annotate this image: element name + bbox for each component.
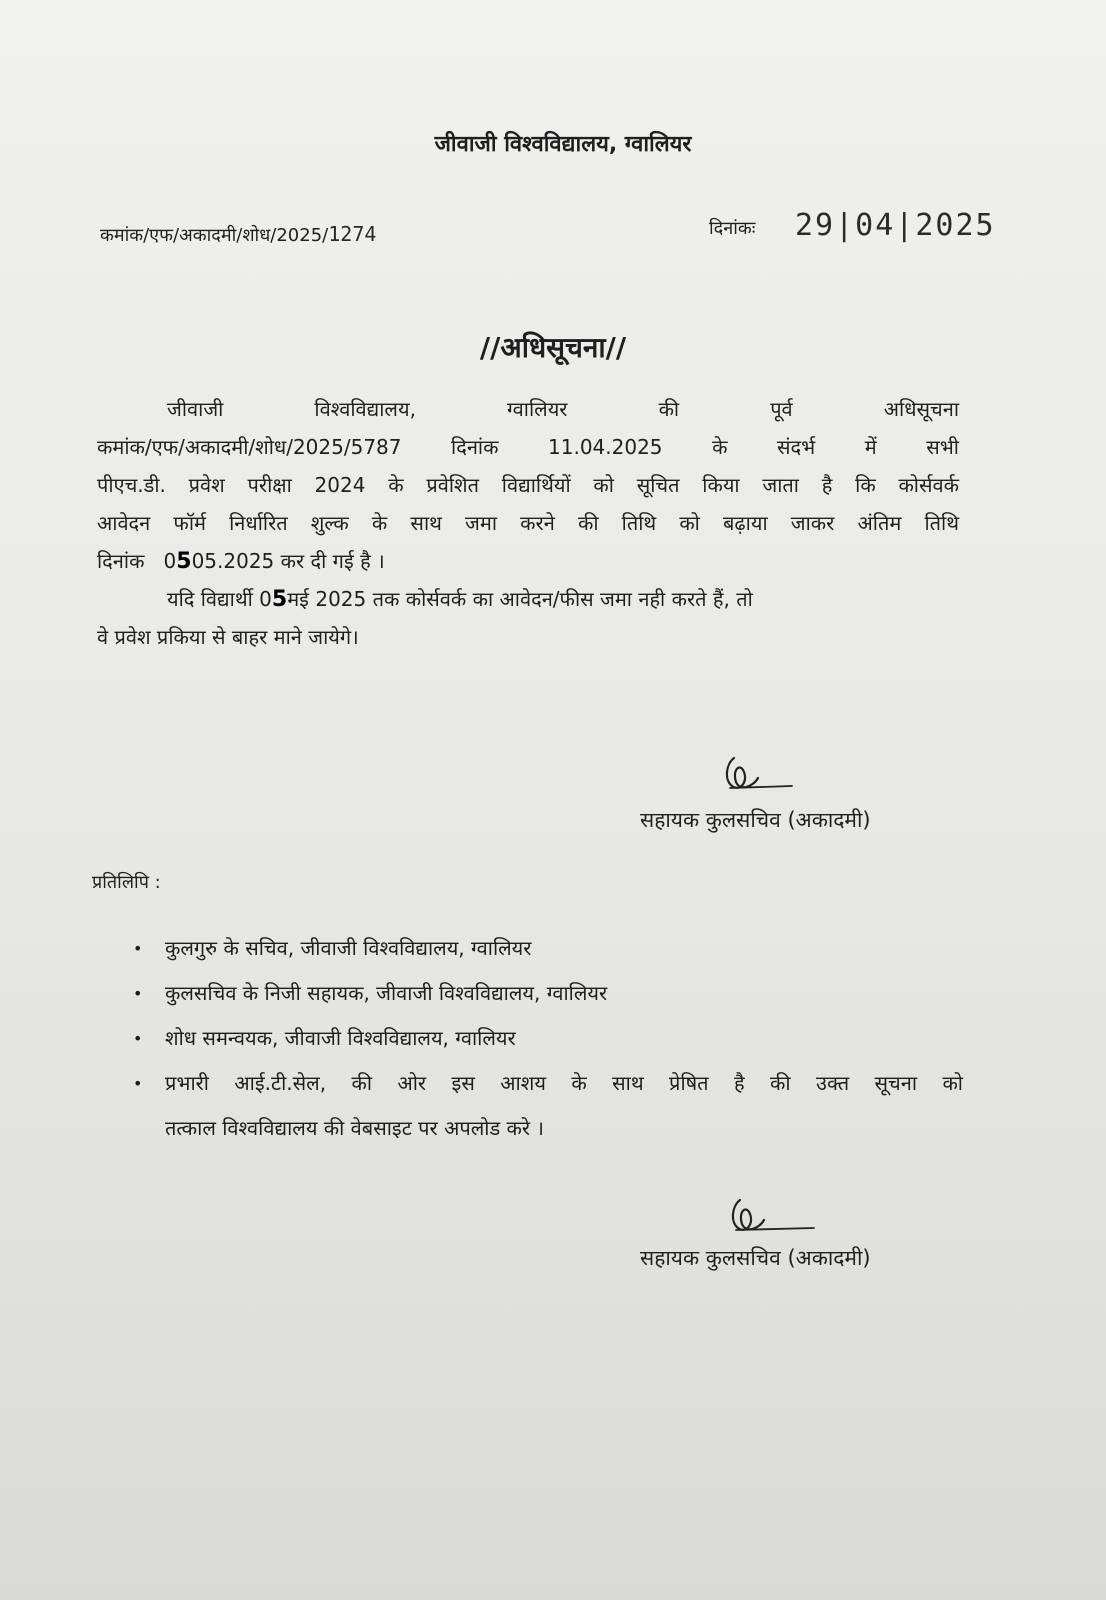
bullet-icon: • — [133, 939, 143, 958]
handwritten-ref-number: 1274 — [328, 222, 377, 246]
bullet-icon: • — [133, 1074, 143, 1093]
university-name: जीवाजी विश्वविद्यालय, ग्वालियर — [434, 132, 692, 157]
copy-to-item: • शोध समन्वयक, जीवाजी विश्वविद्यालय, ग्वालियर — [133, 1016, 963, 1061]
para1-word: अधिसूचना — [883, 397, 960, 421]
para1-word: विश्वविद्यालय, — [314, 397, 416, 421]
para2-line1: यदि विद्यार्थी 05मई 2025 तक कोर्सवर्क का आवेदन/फीस जमा नही करते हैं, तो — [167, 587, 753, 612]
signature-1 — [720, 752, 800, 802]
para1-word: पूर्व — [770, 397, 793, 421]
handwritten-correction: 5 — [271, 587, 288, 612]
para1-word: ग्वालियर — [507, 397, 568, 421]
para1-word: जीवाजी — [167, 397, 224, 421]
para2-line2: वे प्रवेश प्रकिया से बाहर माने जायेगे। — [97, 625, 359, 649]
para1-word: की — [658, 397, 680, 421]
reference-number — [100, 222, 376, 247]
para1-line5: दिनांक 0505.2025 कर दी गई है । — [97, 549, 385, 574]
para1-line1 — [97, 390, 959, 428]
notice-heading: //अधिसूचना// — [479, 331, 627, 364]
reference-prefix: कमांक/एफ/अकादमी/शोध/2025/ — [100, 225, 329, 246]
handwritten-correction: 5 — [176, 549, 192, 574]
signatory-title: सहायक कुलसचिव (अकादमी) — [640, 808, 871, 832]
signatory-title: सहायक कुलसचिव (अकादमी) — [640, 1246, 871, 1270]
para1-line2: कमांक/एफ/अकादमी/शोध/2025/5787 दिनांक 11.04.2025 के संदर्भ में सभी — [97, 435, 959, 459]
bullet-icon: • — [133, 984, 143, 1003]
handwritten-date: 29|04|2025 — [795, 208, 996, 243]
copy-to-list — [133, 926, 963, 1151]
para1-line3: पीएच.डी. प्रवेश परीक्षा 2024 के प्रवेशित विद्यार्थियों को सूचित किया जाता है कि कोर्सवर्क — [97, 473, 959, 497]
notice-body — [97, 390, 959, 656]
signature-2 — [724, 1196, 824, 1246]
bullet-icon: • — [133, 1029, 143, 1048]
para1-line4: आवेदन फॉर्म निर्धारित शुल्क के साथ जमा करने की तिथि को बढ़ाया जाकर अंतिम तिथि — [97, 511, 959, 535]
copy-to-item: • कुलगुरु के सचिव, जीवाजी विश्वविद्यालय, ग्वालियर — [133, 926, 963, 971]
copy-to-item: • कुलसचिव के निजी सहायक, जीवाजी विश्वविद्यालय, ग्वालियर — [133, 971, 963, 1016]
copy-to-item: • प्रभारी आई.टी.सेल, की ओर इस आशय के साथ प्रेषित है की उक्त सूचना को तत्काल विश्वविद्यालय की वेबसाइट पर अपलोड करे । — [133, 1061, 963, 1151]
date-label: दिनांकः — [709, 218, 756, 239]
copy-to-label: प्रतिलिपि : — [92, 872, 161, 893]
